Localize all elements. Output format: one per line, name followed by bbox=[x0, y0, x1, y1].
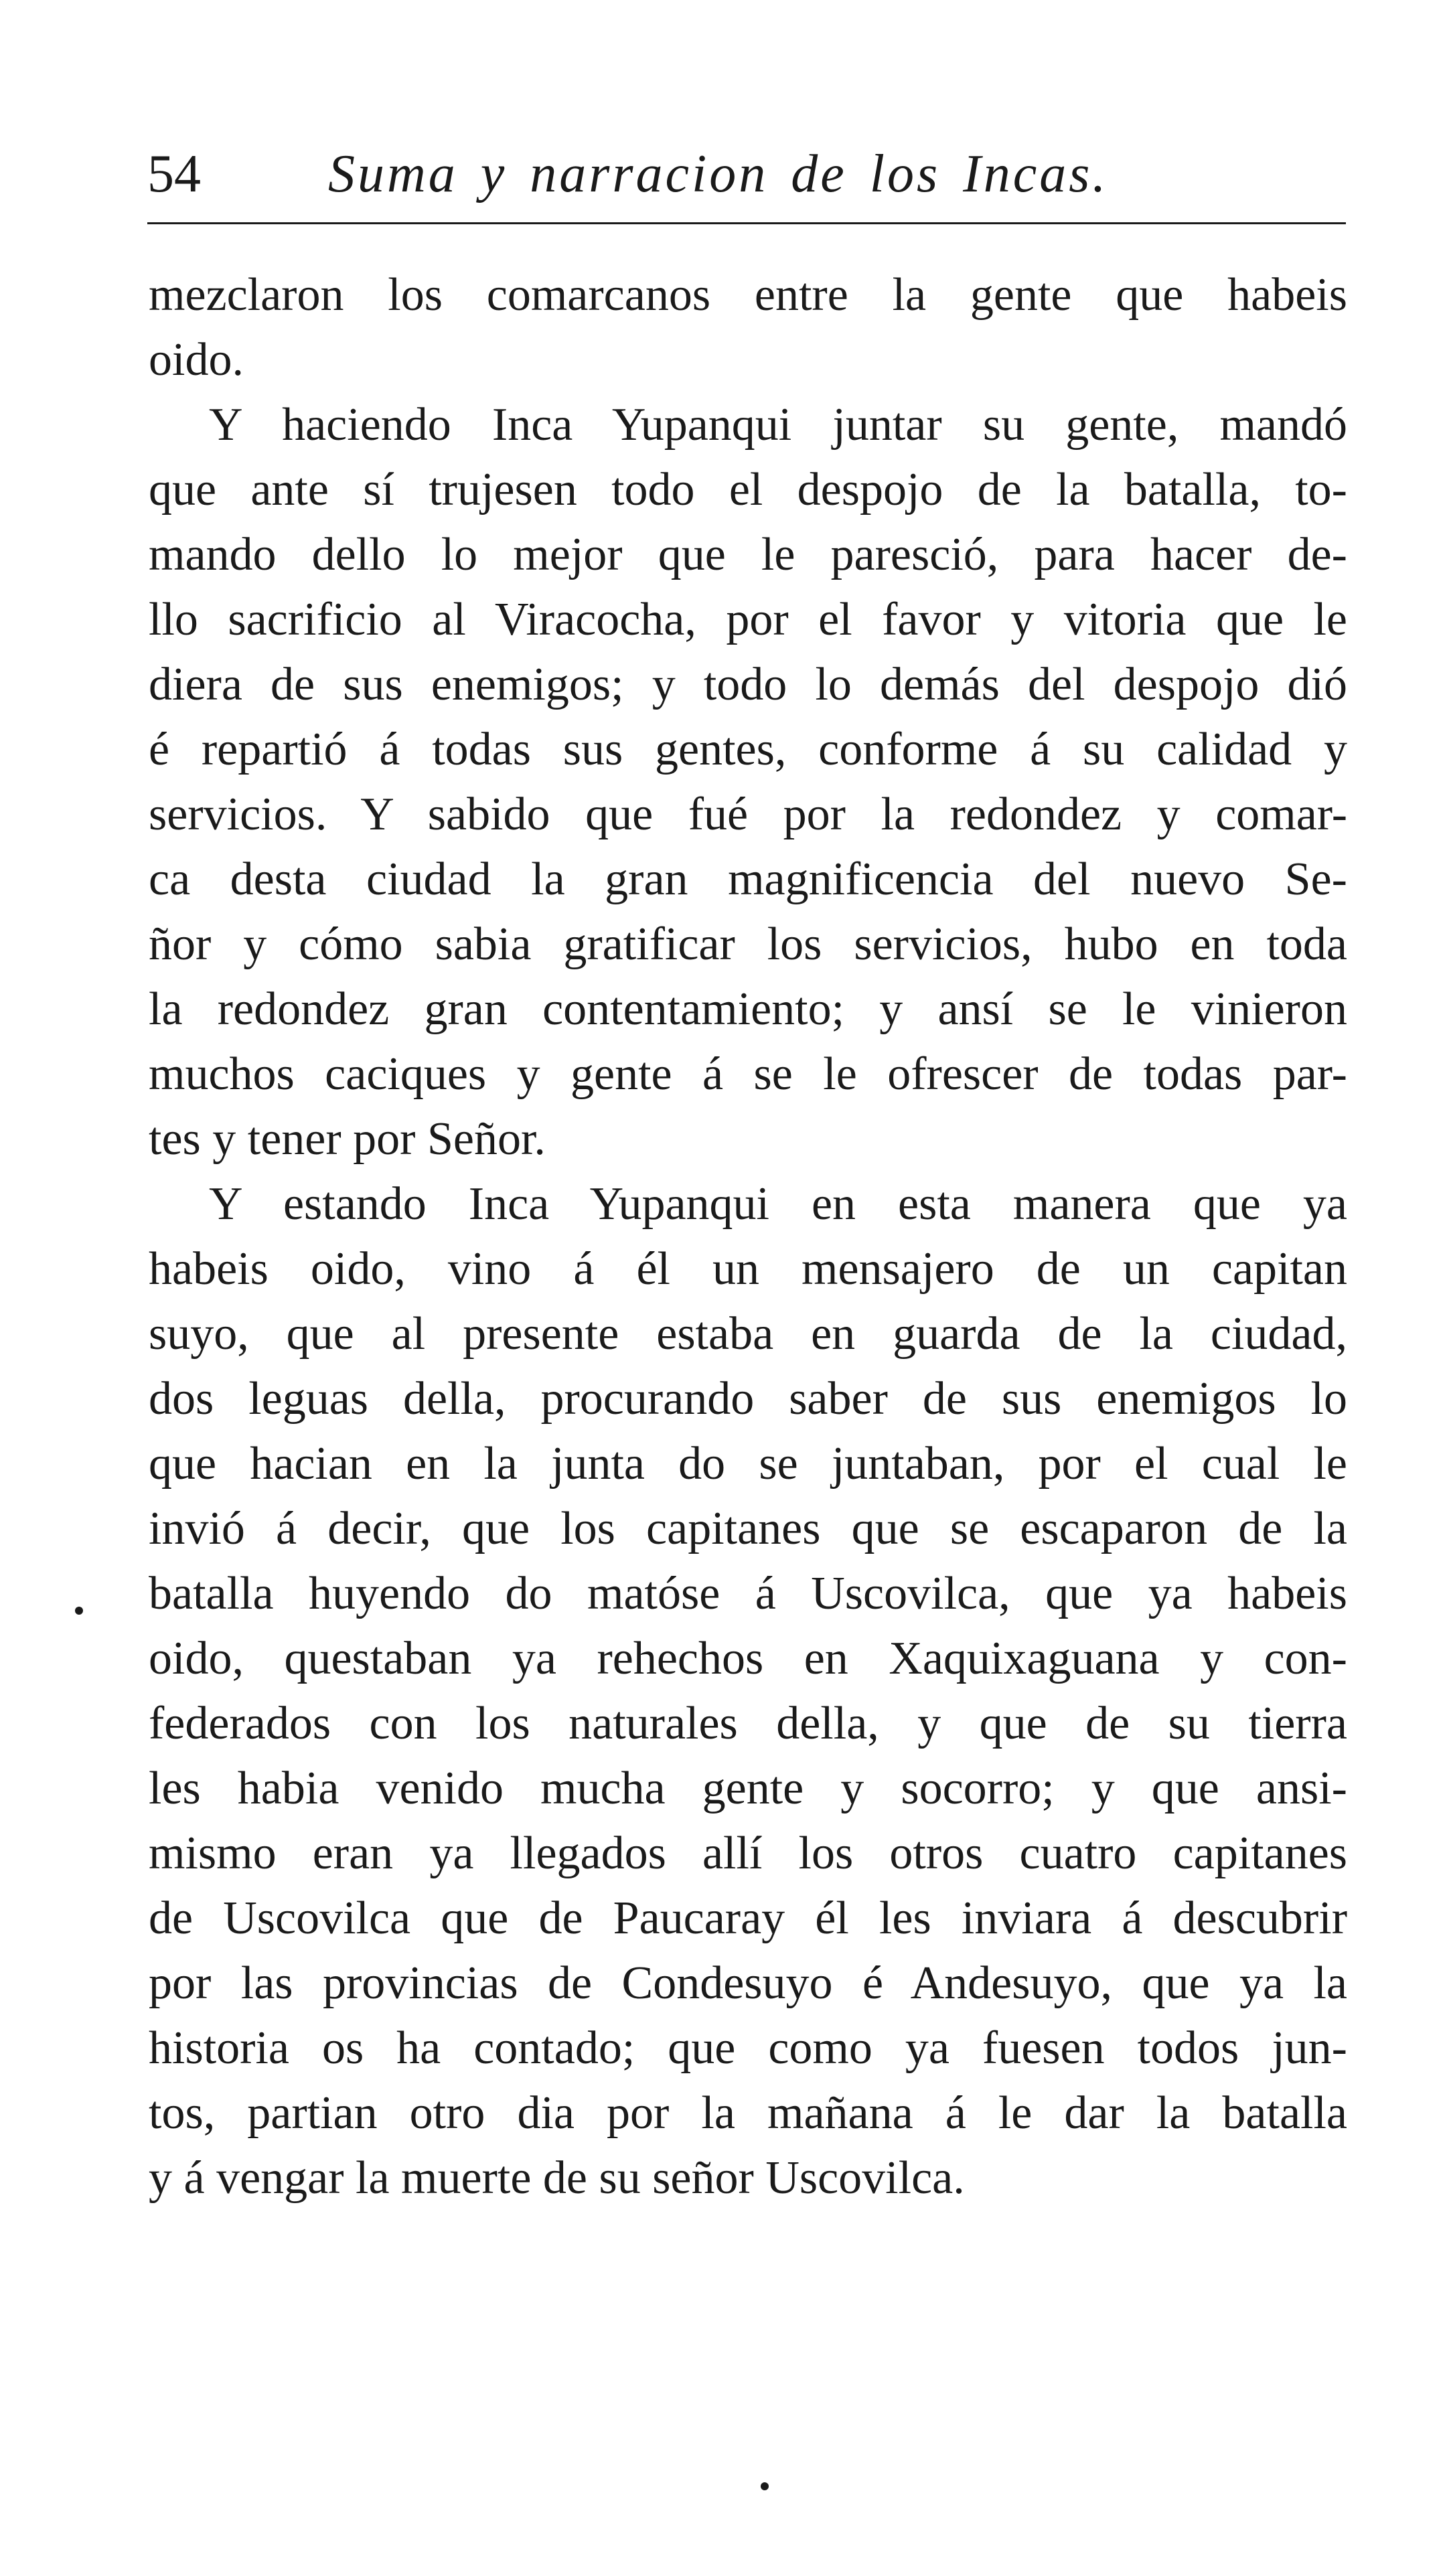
text-line: Y haciendo Inca Yupanqui juntar su gente, mandó bbox=[209, 399, 1347, 451]
text-line: llo sacrificio al Viracocha, por el favor y vitoria que le bbox=[149, 594, 1347, 645]
page-number: 54 bbox=[147, 145, 201, 204]
text-line: Y estando Inca Yupanqui en esta manera que ya bbox=[209, 1178, 1347, 1230]
text-line: mismo eran ya llegados allí los otros cuatro capitanes bbox=[149, 1828, 1347, 1879]
text-line: historia os ha contado; que como ya fuesen todos jun- bbox=[149, 2022, 1347, 2074]
text-line: suyo, que al presente estaba en guarda de la ciudad, bbox=[149, 1308, 1347, 1360]
text-line: habeis oido, vino á él un mensajero de un capitan bbox=[149, 1243, 1347, 1295]
text-line: por las provincias de Condesuyo é Andesuyo, que ya la bbox=[149, 1957, 1347, 2009]
text-line: mezclaron los comarcanos entre la gente que habeis bbox=[149, 269, 1347, 321]
text-line: oido, questaban ya rehechos en Xaquixaguana y con- bbox=[149, 1633, 1347, 1684]
text-line: que hacian en la junta do se juntaban, por el cual le bbox=[149, 1438, 1347, 1490]
text-line: invió á decir, que los capitanes que se escaparon de la bbox=[149, 1503, 1347, 1554]
text-line: tos, partian otro dia por la mañana á le dar la batalla bbox=[149, 2087, 1347, 2139]
text-line: dos leguas della, procurando saber de sus enemigos lo bbox=[149, 1373, 1347, 1425]
text-line: batalla huyendo do matóse á Uscovilca, que ya habeis bbox=[149, 1568, 1347, 1619]
running-title: Suma y narracion de los Incas. bbox=[328, 145, 1109, 204]
body-text bbox=[149, 262, 1347, 2210]
text-line: tes y tener por Señor. bbox=[149, 1113, 546, 1165]
bottom-dot-mark bbox=[761, 2482, 769, 2490]
page-header bbox=[147, 137, 1346, 211]
text-line: que ante sí trujesen todo el despojo de la batalla, to- bbox=[149, 464, 1347, 515]
text-line: é repartió á todas sus gentes, conforme á su calidad y bbox=[149, 724, 1347, 775]
text-line: muchos caciques y gente á se le ofrescer de todas par- bbox=[149, 1048, 1347, 1100]
text-line: les habia venido mucha gente y socorro; y que ansi- bbox=[149, 1763, 1347, 1814]
text-line: ñor y cómo sabia gratificar los servicios, hubo en toda bbox=[149, 918, 1347, 970]
text-line: servicios. Y sabido que fué por la redondez y comar- bbox=[149, 789, 1347, 840]
text-line: federados con los naturales della, y que de su tierra bbox=[149, 1698, 1347, 1749]
text-line: la redondez gran contentamiento; y ansí se le vinieron bbox=[149, 983, 1347, 1035]
text-line: y á vengar la muerte de su señor Uscovilca. bbox=[149, 2152, 965, 2204]
margin-dot-mark bbox=[75, 1607, 83, 1615]
text-line: mando dello lo mejor que le paresció, para hacer de- bbox=[149, 529, 1347, 580]
text-line: de Uscovilca que de Paucaray él les inviara á descubrir bbox=[149, 1893, 1347, 1944]
header-rule bbox=[147, 222, 1346, 224]
text-line: diera de sus enemigos; y todo lo demás del despojo dió bbox=[149, 659, 1347, 710]
text-line: ca desta ciudad la gran magnificencia del nuevo Se- bbox=[149, 854, 1347, 905]
text-line: oido. bbox=[149, 334, 244, 386]
